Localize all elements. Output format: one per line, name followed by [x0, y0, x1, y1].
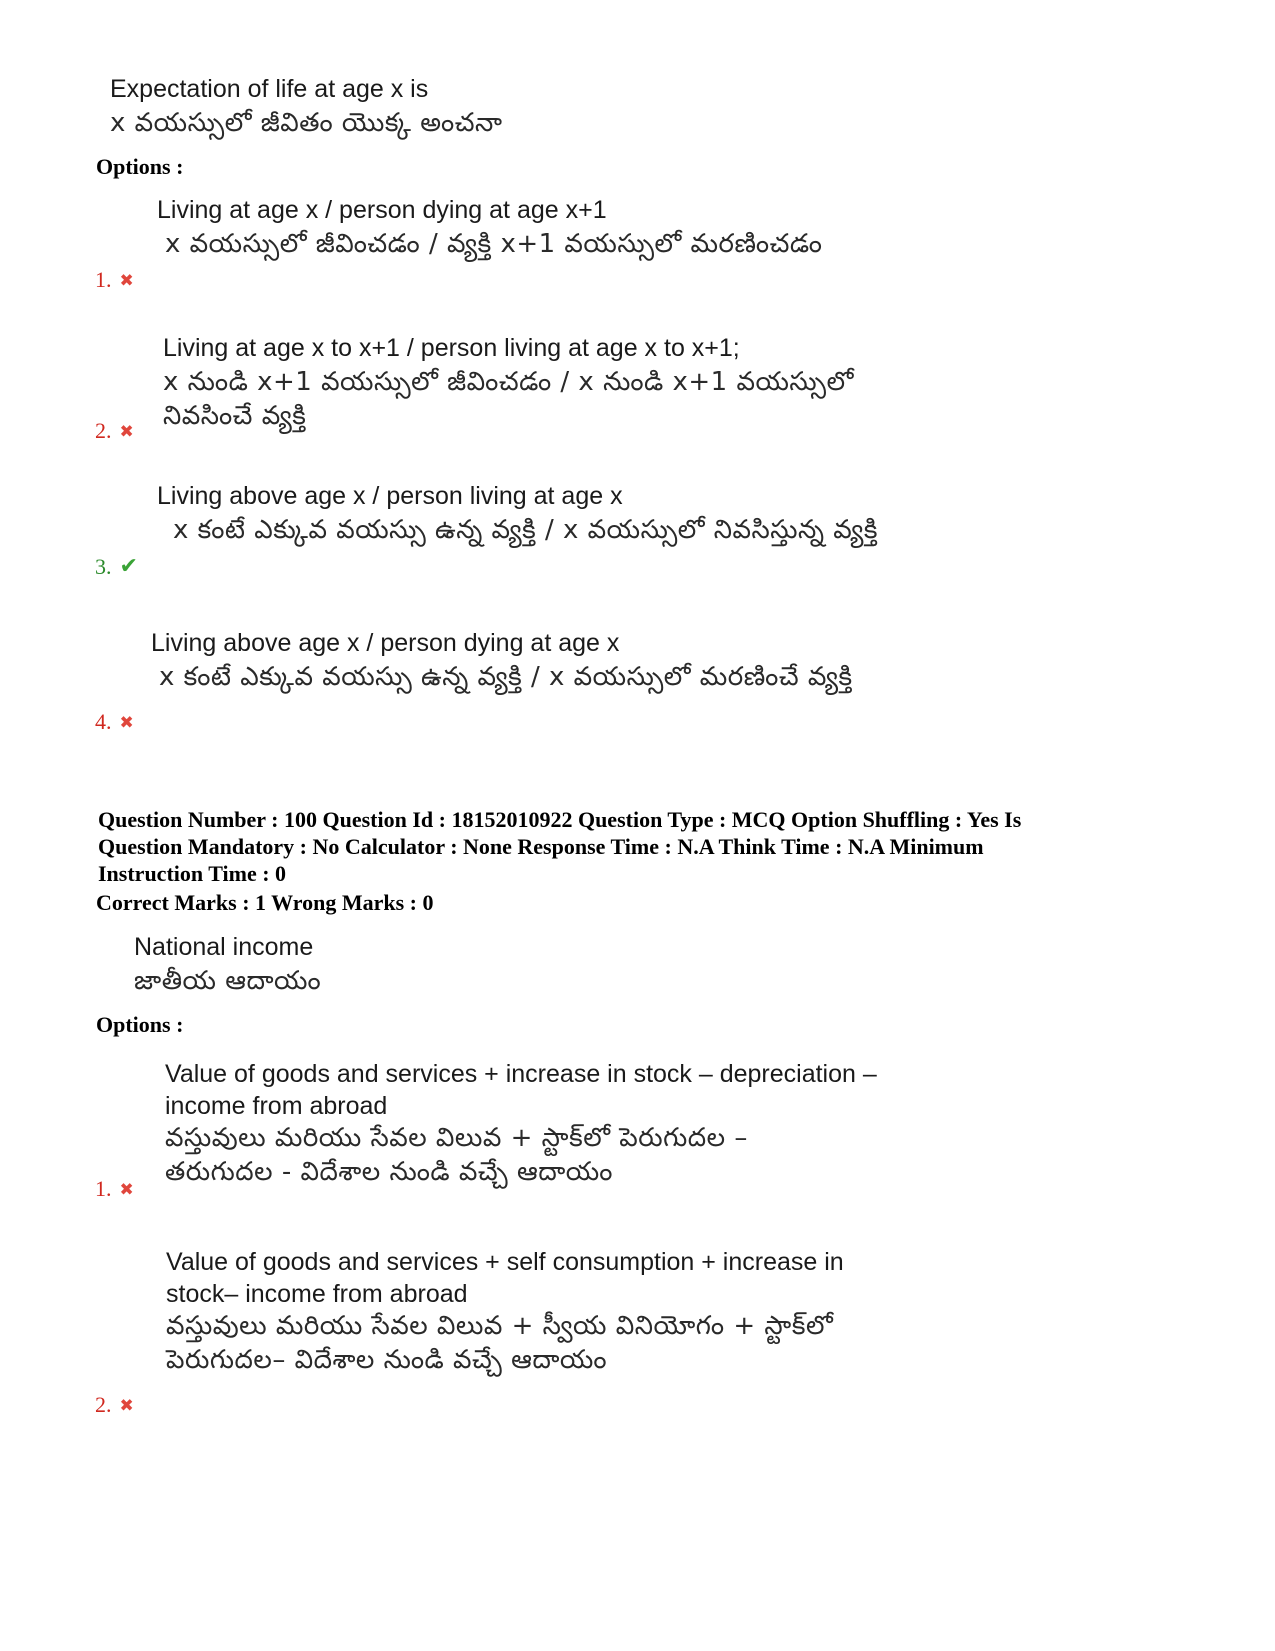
option-line: x కంటే ఎక్కువ వయస్సు ఉన్న వ్యక్తి / x వయస్సులో మరణించే వ్యక్తి	[159, 662, 853, 692]
option-1-text	[165, 1057, 877, 1189]
option-line: Living at age x to x+1 / person living at age x to x+1;	[163, 334, 740, 362]
question-text	[134, 930, 321, 998]
option-2-text	[166, 1245, 844, 1377]
option-line: x వయస్సులో జీవించడం / వ్యక్తి x+1 వయస్సులో మరణించడం	[165, 229, 823, 259]
option-line: income from abroad	[165, 1092, 388, 1120]
cross-mark-icon: ✖	[119, 713, 134, 733]
option-line: పెరుగుదల– విదేశాల నుండి వచ్చే ఆదాయం	[166, 1345, 608, 1375]
option-2-number	[95, 418, 134, 444]
option-1-text	[157, 193, 822, 261]
option-line: x నుండి x+1 వయస్సులో జీవించడం / x నుండి x+1 వయస్సులో	[163, 367, 854, 397]
option-line: Living above age x / person living at age x	[157, 482, 623, 510]
option-1-number	[95, 1176, 134, 1202]
options-label: Options :	[96, 154, 184, 179]
option-line: x కంటే ఎక్కువ వయస్సు ఉన్న వ్యక్తి / x వయస్సులో నివసిస్తున్న వ్యక్తి	[173, 515, 878, 545]
option-2-number	[95, 1392, 134, 1418]
option-2-text	[163, 331, 854, 433]
marks-info: Correct Marks : 1 Wrong Marks : 0	[96, 890, 434, 915]
option-line: నివసించే వ్యక్తి	[163, 401, 307, 431]
question-metadata	[98, 806, 1178, 887]
option-line: Value of goods and services + self consumption + increase in	[166, 1248, 844, 1276]
cross-mark-icon: ✖	[119, 1180, 134, 1200]
question-text	[110, 72, 503, 140]
option-3-text	[157, 479, 878, 547]
option-3-number	[95, 554, 138, 580]
option-number-label: 2.	[95, 1392, 112, 1417]
question-english: Expectation of life at age x is	[110, 75, 429, 103]
option-line: stock– income from abroad	[166, 1280, 468, 1308]
option-line: Living above age x / person dying at age x	[151, 629, 620, 657]
cross-mark-icon: ✖	[119, 1396, 134, 1416]
option-number-label: 3.	[95, 554, 112, 579]
option-line: Value of goods and services + increase in stock – depreciation –	[165, 1060, 877, 1088]
question-telugu: x వయస్సులో జీవితం యొక్క అంచనా	[110, 108, 503, 138]
metadata-line: Question Number : 100 Question Id : 18152010922 Question Type : MCQ Option Shuffling : Yes Is	[98, 807, 1022, 832]
metadata-line: Instruction Time : 0	[98, 861, 287, 886]
option-line: తరుగుదల - విదేశాల నుండి వచ్చే ఆదాయం	[165, 1157, 613, 1187]
option-1-number	[95, 267, 134, 293]
option-line: వస్తువులు మరియు సేవల విలువ + స్వీయ వినియోగం + స్టాక్‌లో	[166, 1311, 834, 1341]
cross-mark-icon: ✖	[119, 422, 134, 442]
option-line: వస్తువులు మరియు సేవల విలువ + స్టాక్‌లో పెరుగుదల –	[165, 1123, 748, 1153]
option-4-number	[95, 709, 134, 735]
question-english: National income	[134, 933, 314, 961]
option-number-label: 4.	[95, 709, 112, 734]
check-mark-icon: ✔	[119, 554, 138, 579]
option-4-text	[151, 626, 853, 694]
option-line: Living at age x / person dying at age x+1	[157, 196, 607, 224]
cross-mark-icon: ✖	[119, 271, 134, 291]
option-number-label: 1.	[95, 1176, 112, 1201]
option-number-label: 1.	[95, 267, 112, 292]
options-label: Options :	[96, 1012, 184, 1037]
metadata-line: Question Mandatory : No Calculator : None Response Time : N.A Think Time : N.A Minimum	[98, 834, 984, 859]
question-telugu: జాతీయ ఆదాయం	[134, 966, 322, 996]
option-number-label: 2.	[95, 418, 112, 443]
